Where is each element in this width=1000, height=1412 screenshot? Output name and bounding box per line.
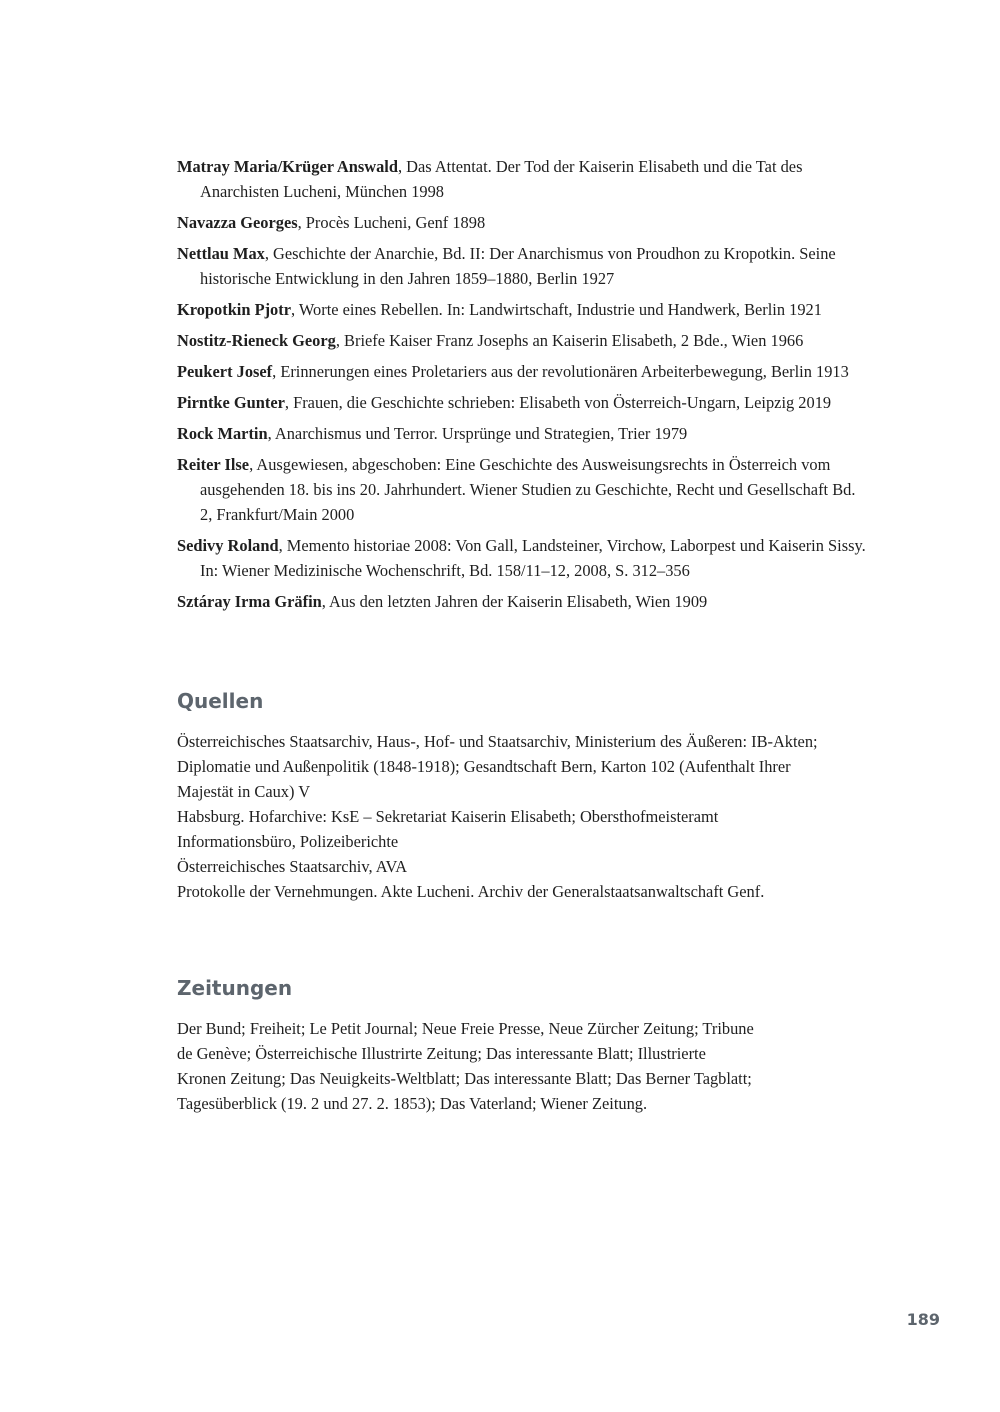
bibliography-entry xyxy=(177,328,867,353)
entry-author: Nostitz-Rieneck Georg xyxy=(177,331,336,350)
bibliography-entry xyxy=(177,589,867,614)
bibliography-entry xyxy=(177,210,867,235)
quellen-heading: Quellen xyxy=(177,689,264,713)
bibliography-entry xyxy=(177,452,867,527)
entry-author: Peukert Josef xyxy=(177,362,273,381)
quellen-line: Österreichisches Staatsarchiv, Haus-, Hof- und Staatsarchiv, Ministerium des Äußeren: IB-Akten; xyxy=(177,732,818,751)
zeitungen-line: Tagesüberblick (19. 2 und 27. 2. 1853); Das Vaterland; Wiener Zeitung. xyxy=(177,1094,648,1113)
quellen-line: Österreichisches Staatsarchiv, AVA xyxy=(177,857,408,876)
zeitungen-line: Kronen Zeitung; Das Neuigkeits-Weltblatt; Das interessante Blatt; Das Berner Tagblatt; xyxy=(177,1069,752,1088)
zeitungen-heading: Zeitungen xyxy=(177,976,293,1000)
entry-details: , Frauen, die Geschichte schrieben: Elisabeth von Österreich-Ungarn, Leipzig 2019 xyxy=(284,393,832,412)
bibliography-entry xyxy=(177,533,867,583)
entry-author: Navazza Georges xyxy=(177,213,298,232)
quellen-text xyxy=(177,729,867,904)
entry-details: , Erinnerungen eines Proletariers aus der revolutionären Arbeiterbewegung, Berlin 1913 xyxy=(272,362,849,381)
entry-details: , Ausgewiesen, abgeschoben: Eine Geschichte des Ausweisungsrechts in Österreich vom ausgehenden 18. bis ins 20. Jahrhundert. Wiener Studien zu Geschichte, Recht und Gesellschaft Bd. 2, Frankfurt/Main 2000 xyxy=(200,455,856,524)
bibliography-entry xyxy=(177,154,867,204)
entry-author: Sedivy Roland xyxy=(177,536,279,555)
entry-author: Rock Martin xyxy=(177,424,268,443)
bibliography-entry xyxy=(177,241,867,291)
bibliography-entry xyxy=(177,297,867,322)
bibliography-entry xyxy=(177,390,867,415)
entry-details: , Briefe Kaiser Franz Josephs an Kaiserin Elisabeth, 2 Bde., Wien 1966 xyxy=(335,331,804,350)
entry-details: , Geschichte der Anarchie, Bd. II: Der Anarchismus von Proudhon zu Kropotkin. Seine historische Entwicklung in den Jahren 1859–1880, Berlin 1927 xyxy=(200,244,836,288)
bibliography-entry xyxy=(177,359,867,384)
entry-author: Reiter Ilse xyxy=(177,455,250,474)
entry-author: Sztáray Irma Gräfin xyxy=(177,592,322,611)
entry-author: Nettlau Max xyxy=(177,244,265,263)
quellen-line: Majestät in Caux) V xyxy=(177,782,311,801)
entry-author: Pirntke Gunter xyxy=(177,393,285,412)
entry-details: , Das Attentat. Der Tod der Kaiserin Elisabeth und die Tat des Anarchisten Lucheni, München 1998 xyxy=(200,157,803,201)
zeitungen-line: Der Bund; Freiheit; Le Petit Journal; Neue Freie Presse, Neue Zürcher Zeitung; Tribune xyxy=(177,1019,754,1038)
entry-details: , Aus den letzten Jahren der Kaiserin Elisabeth, Wien 1909 xyxy=(321,592,708,611)
entry-author: Matray Maria/Krüger Answald xyxy=(177,157,398,176)
entry-details: , Memento historiae 2008: Von Gall, Landsteiner, Virchow, Laborpest und Kaiserin Sissy. In: Wiener Medizinische Wochenschrift, Bd. 158/11–12, 2008, S. 312–356 xyxy=(200,536,866,580)
quellen-line: Informationsbüro, Polizeiberichte xyxy=(177,832,399,851)
entry-author: Kropotkin Pjotr xyxy=(177,300,291,319)
entry-details: , Procès Lucheni, Genf 1898 xyxy=(297,213,486,232)
zeitungen-line: de Genève; Österreichische Illustrirte Zeitung; Das interessante Blatt; Illustrierte xyxy=(177,1044,706,1063)
entry-details: , Anarchismus und Terror. Ursprünge und Strategien, Trier 1979 xyxy=(267,424,688,443)
quellen-line: Protokolle der Vernehmungen. Akte Lucheni. Archiv der Generalstaatsanwaltschaft Genf. xyxy=(177,882,765,901)
quellen-line: Habsburg. Hofarchive: KsE – Sekretariat Kaiserin Elisabeth; Obersthofmeisteramt xyxy=(177,807,719,826)
quellen-line: Diplomatie und Außenpolitik (1848-1918); Gesandtschaft Bern, Karton 102 (Aufenthalt Ihrer xyxy=(177,757,791,776)
page-content xyxy=(177,154,867,1116)
bibliography-entry xyxy=(177,421,867,446)
page-number: 189 xyxy=(906,1310,940,1329)
zeitungen-text xyxy=(177,1016,867,1116)
entry-details: , Worte eines Rebellen. In: Landwirtschaft, Industrie und Handwerk, Berlin 1921 xyxy=(290,300,822,319)
bibliography-list xyxy=(177,154,867,614)
